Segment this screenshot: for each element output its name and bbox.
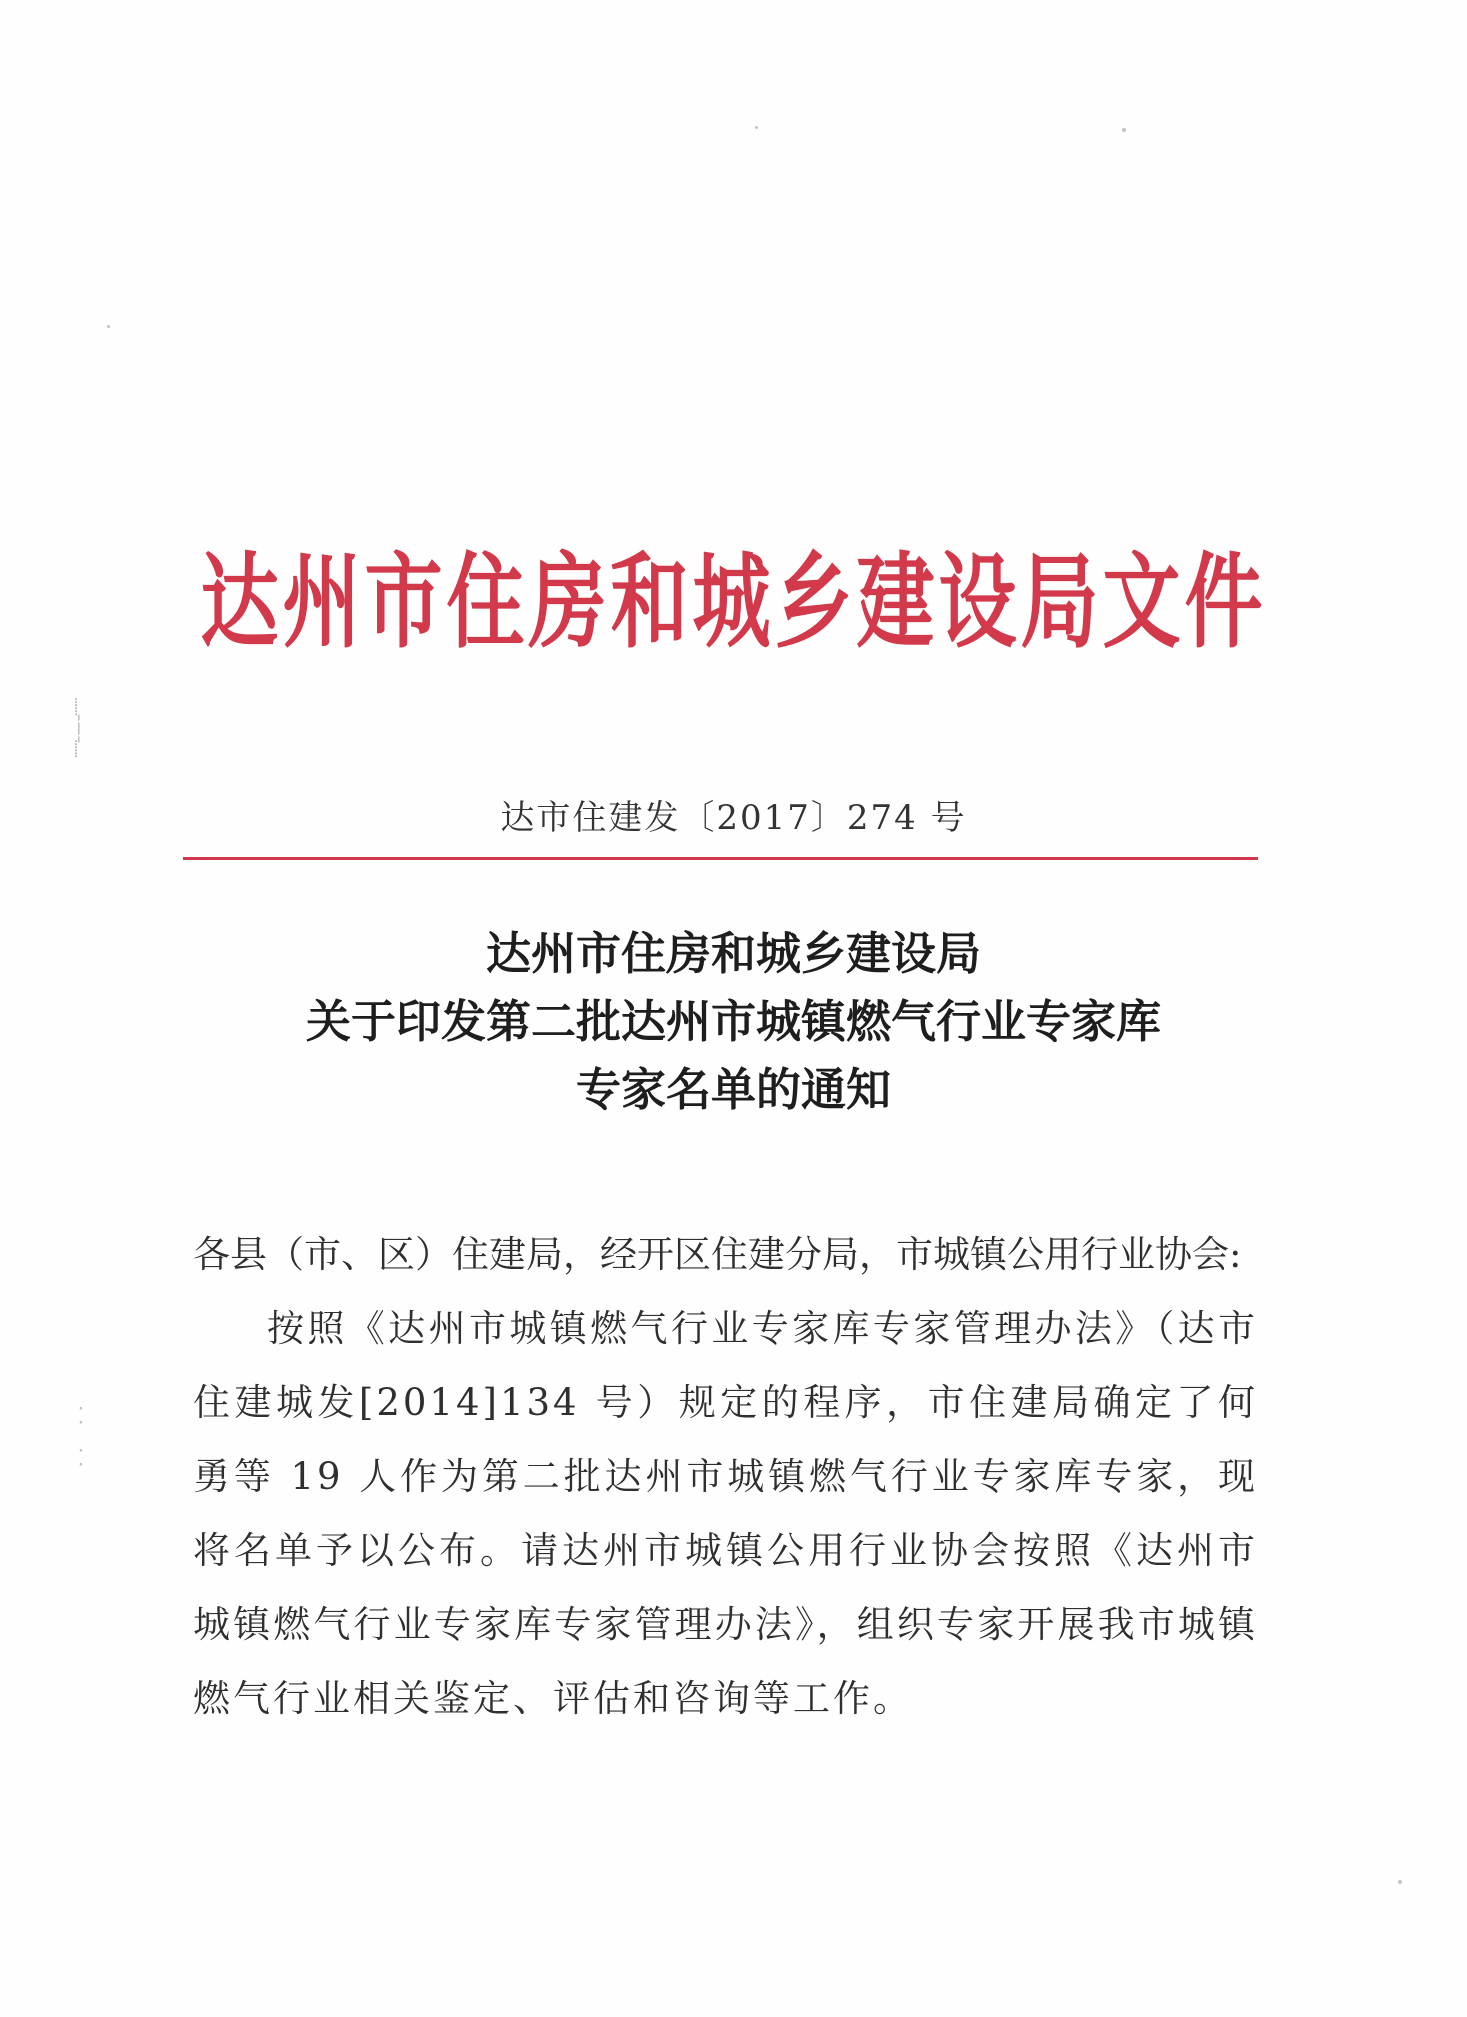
scan-speck: [755, 126, 758, 129]
scan-speck: [107, 325, 110, 328]
title-line: 达州市住房和城乡建设局: [485, 927, 981, 980]
document-title: [0, 920, 1467, 1124]
title-line: 关于印发第二批达州市城镇燃气行业专家库: [305, 995, 1161, 1048]
salutation: 各县（市、区）住建局，经开区住建分局，市城镇公用行业协会:: [193, 1233, 1242, 1276]
scan-margin-mark: · · · ·: [76, 1399, 86, 1474]
document-number: 达市住建发〔2017〕274 号: [500, 798, 967, 838]
letterhead-title: 达州市住房和城乡建设局文件: [200, 543, 1267, 663]
red-divider-line: [183, 857, 1258, 860]
body-paragraph: 按照《达州市城镇燃气行业专家库专家管理办法》（达市住建城发[2014]134 号）规定的程序，市住建局确定了何勇等 19 人作为第二批达州市城镇燃气行业专家库专家，现将名单予以公布。请达州市城镇公用行业协会按照《达州市城镇燃气行业专家库专家管理办法》，组织专家开展我市城镇燃气行业相关鉴定、评估和咨询等工作。: [193, 1307, 1258, 1720]
document-body: [193, 1218, 1258, 1736]
scan-margin-mark: ⸽ ¦ ¦ ⸽: [74, 697, 84, 758]
scan-speck: [1122, 128, 1126, 132]
scan-speck: [1398, 1880, 1402, 1884]
title-line: 专家名单的通知: [575, 1063, 891, 1116]
